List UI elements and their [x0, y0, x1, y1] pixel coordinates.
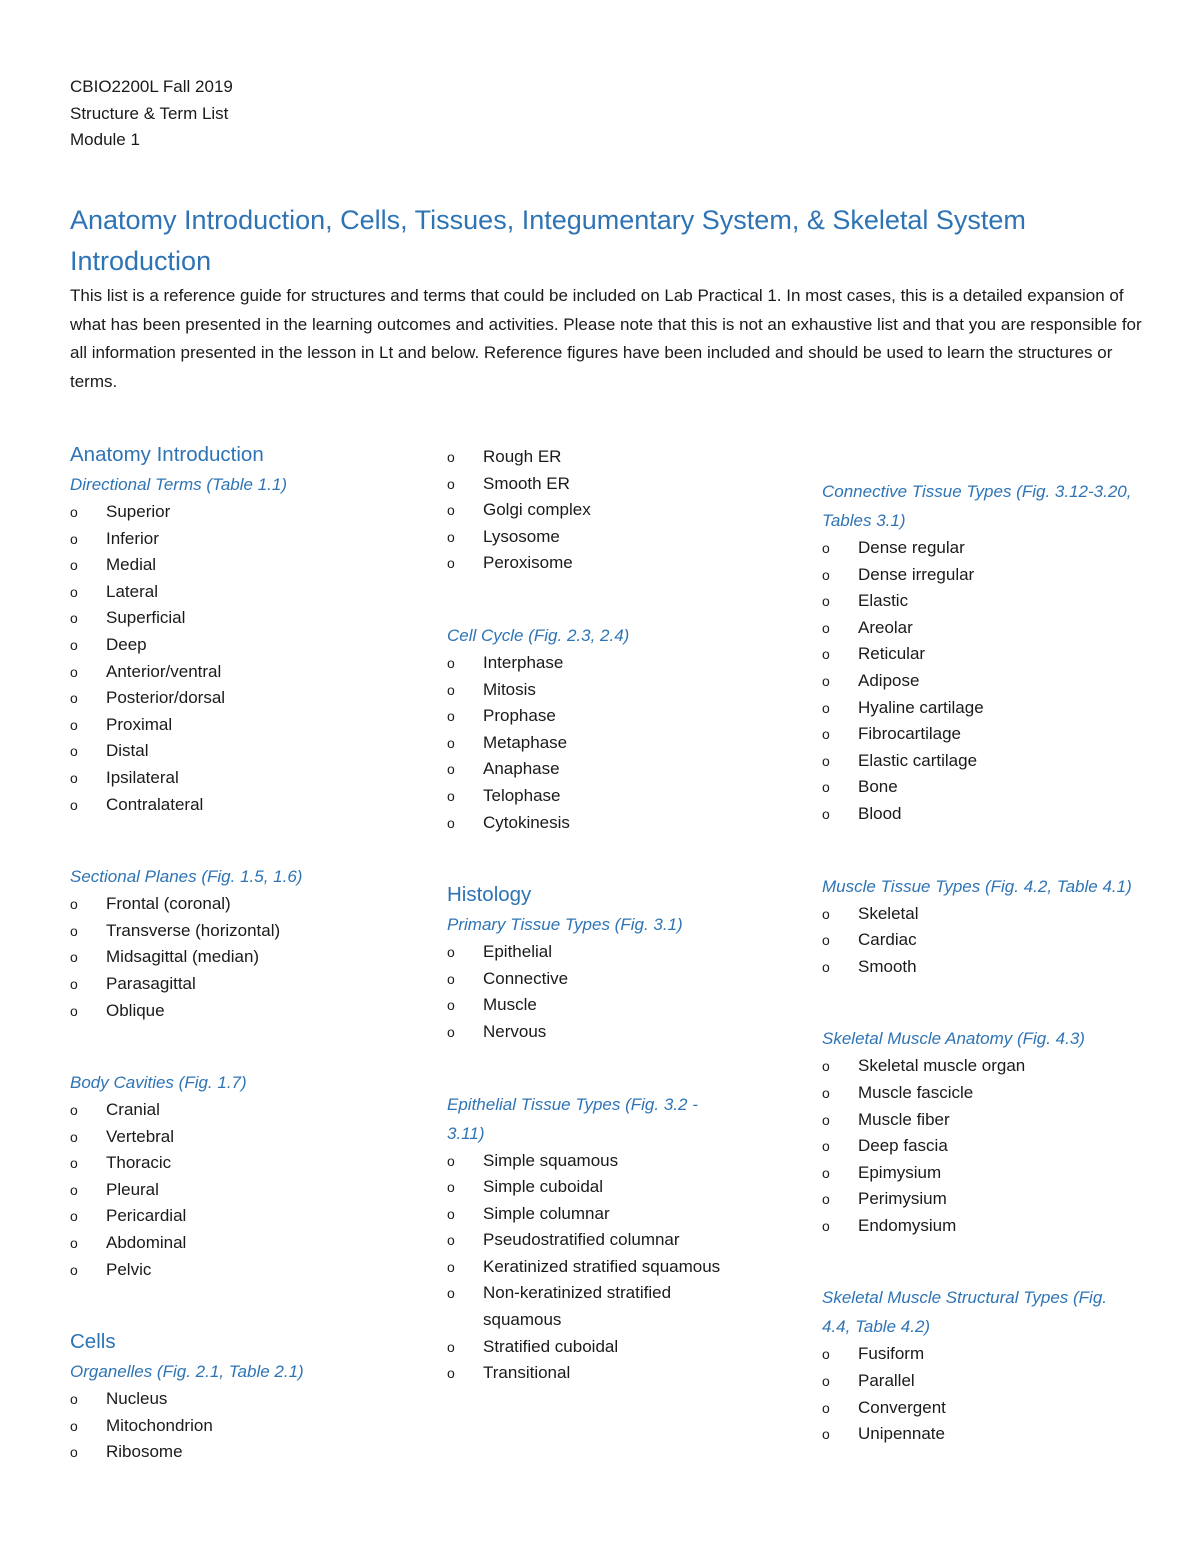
list-item-text: Elastic cartilage — [858, 750, 978, 770]
bullet-icon: o — [70, 1444, 78, 1461]
list-item — [822, 927, 1142, 954]
bullet-icon: o — [70, 557, 78, 574]
bullet-icon: o — [70, 663, 78, 680]
bullet-icon: o — [822, 566, 830, 583]
structural-types-list — [822, 1341, 1142, 1447]
list-item — [822, 954, 1142, 981]
subsection-heading-connective: Connective Tissue Types (Fig. 3.12-3.20, Tables 3.1) — [822, 482, 1132, 530]
list-item-text: Ribosome — [106, 1442, 183, 1462]
list-item-text: Stratified cuboidal — [483, 1336, 619, 1356]
subsection-heading-planes: Sectional Planes (Fig. 1.5, 1.6) — [70, 867, 303, 887]
list-item — [447, 524, 787, 551]
list-item — [447, 1201, 727, 1228]
bullet-icon: o — [822, 1346, 830, 1363]
list-item — [447, 1280, 727, 1333]
list-item — [822, 1368, 1142, 1395]
list-item — [70, 1097, 410, 1124]
bullet-icon: o — [822, 905, 830, 922]
section-heading-anatomy: Anatomy Introduction — [70, 443, 264, 466]
bullet-icon: o — [70, 1128, 78, 1145]
list-item-text: Abdominal — [106, 1233, 187, 1253]
bullet-icon: o — [70, 583, 78, 600]
list-item — [70, 526, 410, 553]
bullet-icon: o — [447, 1179, 455, 1196]
list-item — [822, 1213, 1142, 1240]
bullet-icon: o — [447, 528, 455, 545]
directional-terms-list — [70, 499, 410, 818]
list-item-text: Cranial — [106, 1100, 160, 1120]
list-item-text: Skeletal muscle organ — [858, 1056, 1026, 1076]
list-item — [822, 1133, 1142, 1160]
list-item — [70, 632, 410, 659]
bullet-icon: o — [447, 814, 455, 831]
list-item — [822, 1341, 1142, 1368]
subsection-heading-directional: Directional Terms (Table 1.1) — [70, 475, 287, 494]
list-item — [822, 562, 1142, 589]
list-item-text: Elastic — [858, 591, 909, 611]
list-item-text: Dense irregular — [858, 564, 975, 584]
list-item-text: Adipose — [858, 670, 920, 690]
bullet-icon: o — [447, 1023, 455, 1040]
bullet-icon: o — [70, 1002, 78, 1019]
column-2 — [447, 444, 787, 1387]
list-item — [822, 641, 1142, 668]
list-item-text: Prophase — [483, 706, 556, 726]
list-item-text: Cardiac — [858, 930, 917, 950]
bullet-icon: o — [70, 1155, 78, 1172]
list-item-text: Pleural — [106, 1179, 159, 1199]
list-item — [70, 891, 410, 918]
list-item-text: Telophase — [483, 785, 561, 805]
bullet-icon: o — [822, 619, 830, 636]
bullet-icon: o — [70, 769, 78, 786]
bullet-icon: o — [70, 716, 78, 733]
sectional-planes-list — [70, 891, 410, 1024]
bullet-icon: o — [447, 1205, 455, 1222]
list-item-text: Golgi complex — [483, 500, 591, 520]
list-item-text: Contralateral — [106, 794, 204, 814]
bullet-icon: o — [70, 1102, 78, 1119]
bullet-icon: o — [447, 997, 455, 1014]
bullet-icon: o — [447, 1365, 455, 1382]
bullet-icon: o — [70, 1208, 78, 1225]
list-item — [70, 738, 410, 765]
list-item-text: Cytokinesis — [483, 812, 570, 832]
list-item — [447, 966, 787, 993]
list-item-text: Muscle fascicle — [858, 1082, 974, 1102]
list-item — [447, 810, 787, 837]
document-header — [70, 74, 233, 154]
list-item-text: Simple squamous — [483, 1150, 619, 1170]
list-item-text: Convergent — [858, 1397, 946, 1417]
list-item — [822, 748, 1142, 775]
list-item-text: Proximal — [106, 714, 173, 734]
list-item-text: Transitional — [483, 1363, 571, 1383]
list-item — [822, 1186, 1142, 1213]
list-item-text: Peroxisome — [483, 553, 573, 573]
list-item-text: Unipennate — [858, 1424, 945, 1444]
list-item-text: Non-keratinized stratified squamous — [483, 1283, 672, 1330]
primary-tissue-list — [447, 939, 787, 1045]
list-item-text: Smooth ER — [483, 473, 570, 493]
list-item — [70, 1439, 410, 1466]
list-item-text: Superficial — [106, 608, 186, 628]
list-item-text: Dense regular — [858, 538, 965, 557]
list-item-text: Anaphase — [483, 759, 560, 779]
list-item-text: Frontal (coronal) — [106, 894, 231, 914]
list-item-text: Parallel — [858, 1371, 915, 1391]
list-item — [822, 615, 1142, 642]
list-item-text: Skeletal — [858, 903, 919, 923]
list-item — [70, 1386, 410, 1413]
list-item — [70, 1150, 410, 1177]
list-item — [447, 471, 787, 498]
bullet-icon: o — [447, 761, 455, 778]
bullet-icon: o — [822, 699, 830, 716]
bullet-icon: o — [70, 1235, 78, 1252]
bullet-icon: o — [70, 796, 78, 813]
list-item — [70, 552, 410, 579]
list-item — [447, 1148, 727, 1175]
bullet-icon: o — [822, 1058, 830, 1075]
bullet-icon: o — [70, 504, 78, 520]
bullet-icon: o — [822, 593, 830, 610]
bullet-icon: o — [70, 1391, 78, 1408]
bullet-icon: o — [70, 1261, 78, 1278]
list-item — [70, 1230, 410, 1257]
list-item-text: Muscle — [483, 995, 537, 1015]
list-item-text: Reticular — [858, 644, 926, 664]
cell-cycle-list — [447, 650, 787, 836]
bullet-icon: o — [70, 610, 78, 627]
subsection-heading-primary-tissue: Primary Tissue Types (Fig. 3.1) — [447, 915, 683, 935]
column-1 — [70, 440, 410, 1466]
bullet-icon: o — [822, 1138, 830, 1155]
list-item-text: Fusiform — [858, 1344, 925, 1364]
bullet-icon: o — [822, 958, 830, 975]
list-item — [822, 1053, 1142, 1080]
list-item — [447, 497, 787, 524]
list-item-text: Smooth — [858, 956, 917, 976]
list-item — [447, 1174, 727, 1201]
list-item — [447, 939, 787, 966]
list-item-text: Superior — [106, 502, 171, 521]
bullet-icon: o — [822, 752, 830, 769]
list-item — [822, 1395, 1142, 1422]
list-item-text: Blood — [858, 803, 902, 823]
intro-paragraph: This list is a reference guide for structures and terms that could be included on Lab Practical 1. In most cases, this is a detailed expansion of what has been presented in the learning outcomes and activities. Please note that this is not an exhaustive list and that you are responsible for all information presented in the lesson in Lt and below. Reference figures have been included and should be used to learn the structures or terms. — [70, 286, 1142, 391]
list-item-text: Deep — [106, 634, 147, 654]
bullet-icon: o — [447, 1232, 455, 1249]
list-item-text: Medial — [106, 555, 157, 575]
list-item — [447, 703, 787, 730]
list-item — [822, 1107, 1142, 1134]
list-item-text: Endomysium — [858, 1215, 957, 1235]
list-item — [70, 1177, 410, 1204]
bullet-icon: o — [70, 743, 78, 760]
list-item-text: Pelvic — [106, 1259, 152, 1279]
bullet-icon: o — [822, 932, 830, 949]
list-item — [70, 1257, 410, 1284]
bullet-icon: o — [447, 681, 455, 698]
list-item — [70, 605, 410, 632]
list-item — [70, 918, 410, 945]
muscle-tissue-list — [822, 901, 1142, 981]
bullet-icon: o — [447, 1285, 455, 1302]
list-item-text: Rough ER — [483, 447, 562, 466]
list-item-text: Simple cuboidal — [483, 1177, 604, 1197]
list-item-text: Interphase — [483, 652, 564, 672]
list-item — [70, 579, 410, 606]
bullet-icon: o — [822, 805, 830, 822]
subsection-heading-cell-cycle: Cell Cycle (Fig. 2.3, 2.4) — [447, 625, 630, 645]
list-item-text: Bone — [858, 777, 898, 797]
subsection-heading-structural: Skeletal Muscle Structural Types (Fig. 4.4, Table 4.2) — [822, 1288, 1107, 1337]
bullet-icon: o — [447, 475, 455, 492]
bullet-icon: o — [447, 970, 455, 987]
section-heading-cells: Cells — [70, 1330, 116, 1354]
bullet-icon: o — [70, 636, 78, 653]
list-item-text: Nucleus — [106, 1389, 168, 1409]
list-item — [447, 1227, 727, 1254]
bullet-icon: o — [822, 1399, 830, 1416]
list-item — [447, 1334, 727, 1361]
list-item-text: Inferior — [106, 528, 159, 548]
list-item — [447, 1360, 727, 1387]
bullet-icon: o — [822, 1164, 830, 1181]
list-item — [70, 1203, 410, 1230]
bullet-icon: o — [447, 1338, 455, 1355]
list-item — [70, 685, 410, 712]
list-item-text: Parasagittal — [106, 973, 196, 993]
list-item — [822, 721, 1142, 748]
bullet-icon: o — [822, 646, 830, 663]
list-item — [447, 444, 787, 471]
list-item — [822, 668, 1142, 695]
bullet-icon: o — [447, 1258, 455, 1275]
list-item-text: Mitochondrion — [106, 1415, 213, 1435]
list-item — [70, 499, 410, 526]
list-item-text: Simple columnar — [483, 1203, 610, 1223]
bullet-icon: o — [70, 922, 78, 939]
list-item-text: Posterior/dorsal — [106, 688, 226, 708]
bullet-icon: o — [70, 949, 78, 966]
list-item-text: Mitosis — [483, 679, 536, 699]
list-item-text: Perimysium — [858, 1189, 947, 1209]
list-item — [70, 1413, 410, 1440]
list-item — [447, 650, 787, 677]
list-item-text: Areolar — [858, 617, 913, 637]
list-item-text: Lateral — [106, 581, 158, 601]
list-item-text: Fibrocartilage — [858, 724, 961, 744]
bullet-icon: o — [70, 975, 78, 992]
bullet-icon: o — [70, 896, 78, 913]
list-item — [447, 756, 787, 783]
list-item-text: Connective — [483, 968, 569, 988]
bullet-icon: o — [447, 502, 455, 519]
bullet-icon: o — [70, 690, 78, 707]
list-item — [447, 1019, 787, 1046]
list-item-text: Keratinized stratified squamous — [483, 1256, 721, 1276]
list-item — [822, 1080, 1142, 1107]
list-item — [70, 998, 410, 1025]
list-item — [822, 774, 1142, 801]
list-item-text: Pericardial — [106, 1206, 187, 1226]
bullet-icon: o — [822, 1084, 830, 1101]
list-item-text: Pseudostratified columnar — [483, 1230, 680, 1250]
bullet-icon: o — [70, 530, 78, 547]
list-item-text: Hyaline cartilage — [858, 697, 984, 717]
bullet-icon: o — [447, 708, 455, 725]
subsection-heading-epithelial: Epithelial Tissue Types (Fig. 3.2 - 3.11) — [447, 1094, 698, 1143]
list-item — [447, 730, 787, 757]
bullet-icon: o — [447, 787, 455, 804]
document-title: Anatomy Introduction, Cells, Tissues, Integumentary System, & Skeletal System Introduction — [70, 205, 1026, 276]
list-item — [70, 712, 410, 739]
list-item — [447, 677, 787, 704]
list-item — [70, 792, 410, 819]
list-item — [447, 783, 787, 810]
list-item — [70, 1124, 410, 1151]
bullet-icon: o — [822, 672, 830, 689]
list-item-text: Midsagittal (median) — [106, 947, 260, 967]
list-item-text: Metaphase — [483, 732, 568, 752]
bullet-icon: o — [822, 1111, 830, 1128]
subsection-heading-muscle: Muscle Tissue Types (Fig. 4.2, Table 4.1) — [822, 876, 1132, 896]
list-item-text: Distal — [106, 741, 149, 761]
bullet-icon: o — [822, 540, 830, 556]
bullet-icon: o — [822, 1373, 830, 1390]
list-item-text: Muscle fiber — [858, 1109, 950, 1129]
list-item-text: Epimysium — [858, 1162, 942, 1182]
bullet-icon: o — [822, 1217, 830, 1234]
list-item — [70, 944, 410, 971]
list-item — [447, 992, 787, 1019]
list-item — [822, 801, 1142, 828]
list-item — [822, 588, 1142, 615]
list-item-text: Lysosome — [483, 526, 560, 546]
list-item — [822, 1160, 1142, 1187]
module-label: Module 1 — [70, 130, 140, 149]
skeletal-muscle-anatomy-list — [822, 1053, 1142, 1239]
bullet-icon: o — [822, 779, 830, 796]
list-item-text: Thoracic — [106, 1153, 172, 1173]
bullet-icon: o — [822, 726, 830, 743]
list-item-text: Deep fascia — [858, 1136, 948, 1156]
epithelial-tissue-list — [447, 1148, 727, 1387]
organelles-continued-list — [447, 444, 787, 577]
subsection-heading-cavities: Body Cavities (Fig. 1.7) — [70, 1073, 247, 1093]
column-3 — [822, 477, 1142, 1448]
list-name: Structure & Term List — [70, 103, 229, 123]
bullet-icon: o — [70, 1417, 78, 1434]
bullet-icon: o — [447, 1152, 455, 1169]
list-item — [70, 765, 410, 792]
list-item — [822, 535, 1142, 562]
list-item-text: Ipsilateral — [106, 767, 179, 787]
bullet-icon: o — [447, 944, 455, 961]
list-item — [822, 901, 1142, 928]
list-item-text: Transverse (horizontal) — [106, 920, 281, 940]
bullet-icon: o — [70, 1181, 78, 1198]
subsection-heading-skeletal-anatomy: Skeletal Muscle Anatomy (Fig. 4.3) — [822, 1029, 1085, 1049]
bullet-icon: o — [447, 734, 455, 751]
list-item — [447, 550, 787, 577]
bullet-icon: o — [447, 449, 455, 465]
list-item-text: Oblique — [106, 1000, 165, 1020]
subsection-heading-organelles: Organelles (Fig. 2.1, Table 2.1) — [70, 1362, 304, 1382]
list-item-text: Vertebral — [106, 1126, 175, 1146]
bullet-icon: o — [447, 555, 455, 572]
organelles-list — [70, 1386, 410, 1466]
list-item-text: Epithelial — [483, 942, 552, 962]
bullet-icon: o — [822, 1191, 830, 1208]
list-item — [822, 695, 1142, 722]
list-item — [70, 659, 410, 686]
list-item — [822, 1421, 1142, 1448]
bullet-icon: o — [822, 1426, 830, 1443]
bullet-icon: o — [447, 654, 455, 671]
connective-tissue-list — [822, 535, 1142, 828]
body-cavities-list — [70, 1097, 410, 1283]
course-name: CBIO2200L Fall 2019 — [70, 77, 233, 96]
list-item-text: Anterior/ventral — [106, 661, 222, 681]
section-heading-histology: Histology — [447, 883, 532, 907]
list-item-text: Nervous — [483, 1021, 547, 1041]
list-item — [70, 971, 410, 998]
list-item — [447, 1254, 727, 1281]
